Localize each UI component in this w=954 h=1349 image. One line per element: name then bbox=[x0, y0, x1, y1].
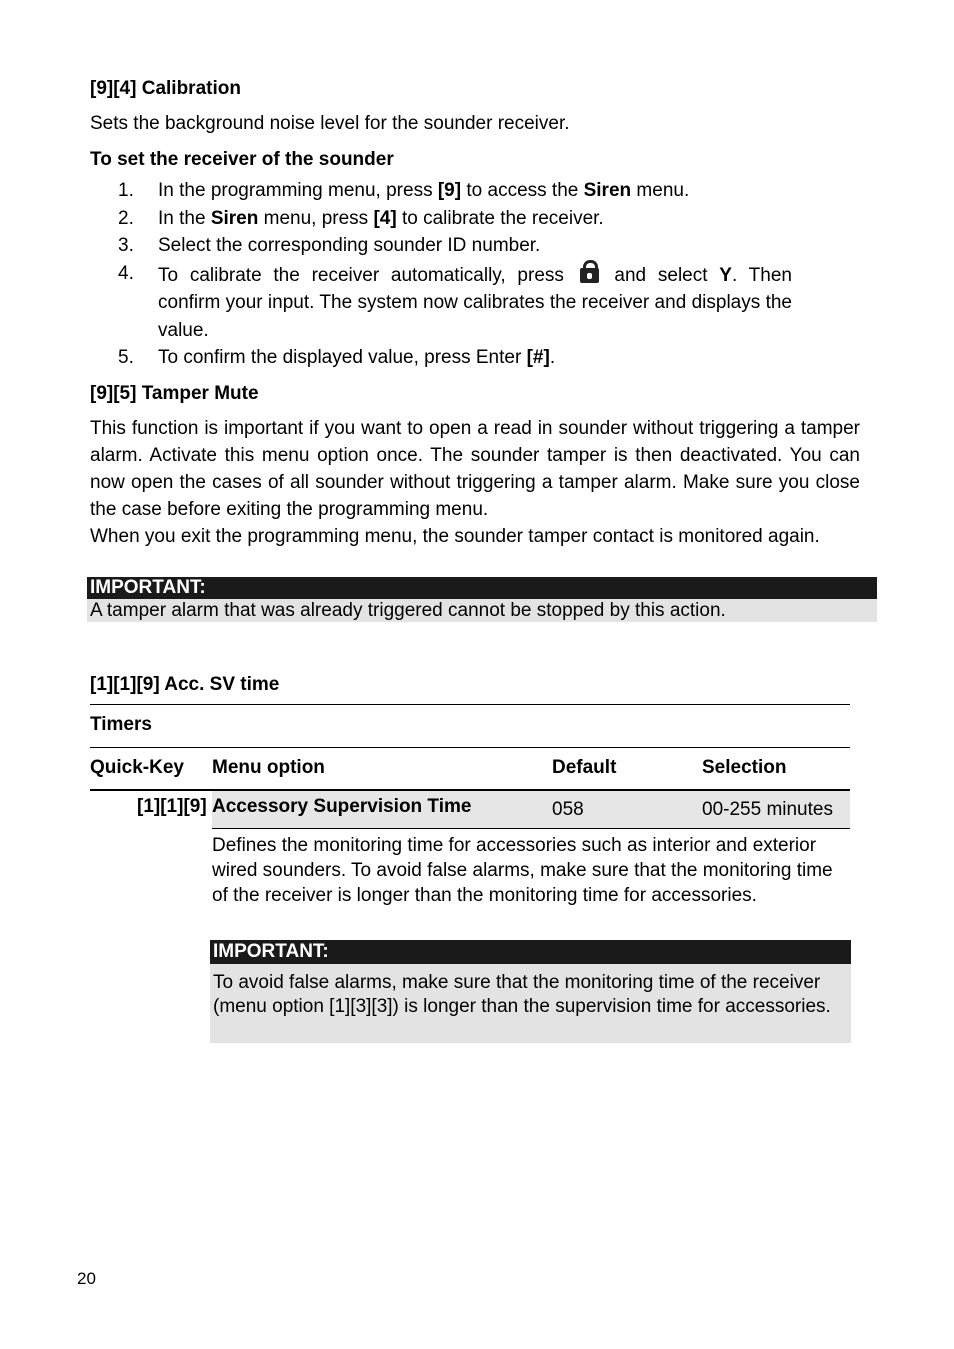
important-text-acc: To avoid false alarms, make sure that the monitoring time of the receiver (menu option [1][3][3]) is longer than the supervision time for accessories. bbox=[210, 964, 851, 1043]
important-label-acc: IMPORTANT: bbox=[210, 940, 851, 964]
important-label-tamper: IMPORTANT: bbox=[87, 577, 877, 599]
lock-icon bbox=[579, 260, 600, 283]
section-heading-calibration: [9][4] Calibration bbox=[90, 78, 241, 99]
default-value: 058 bbox=[552, 799, 584, 820]
step-1: 1. In the programming menu, press [9] to access the Siren menu. bbox=[118, 180, 690, 201]
column-header-menu-option: Menu option bbox=[212, 757, 325, 778]
step-5: 5. To confirm the displayed value, press Enter [#]. bbox=[118, 347, 556, 368]
calibration-intro: Sets the background noise level for the sounder receiver. bbox=[90, 113, 570, 134]
divider bbox=[212, 828, 850, 829]
divider bbox=[90, 704, 850, 705]
calibration-subheading: To set the receiver of the sounder bbox=[90, 149, 394, 170]
page-number: 20 bbox=[77, 1269, 96, 1288]
divider bbox=[90, 747, 850, 748]
group-title-timers: Timers bbox=[90, 714, 152, 735]
section-heading-acc-sv-time: [1][1][9] Acc. SV time bbox=[90, 674, 280, 695]
tamper-mute-para2: When you exit the programming menu, the sounder tamper contact is monitored again. bbox=[90, 526, 820, 547]
column-header-default: Default bbox=[552, 757, 617, 778]
tamper-mute-para1: This function is important if you want to open a read in sounder without triggering a tamper alarm. Activate this menu option once. The sounder tamper is then deactivated. You can now open the cases of all sounder without triggering a tamper alarm. Make sure you close the case before exiting the programming menu. bbox=[90, 418, 860, 520]
step-2: 2. In the Siren menu, press [4] to calibrate the receiver. bbox=[118, 207, 604, 229]
acc-sv-description: Defines the monitoring time for accessories such as interior and exterior wired sounders. To avoid false alarms, make sure that the monitoring time of the receiver is longer than the monitoring time for accessories. bbox=[212, 835, 833, 906]
calibration-steps bbox=[90, 177, 792, 372]
step-3: 3. Select the corresponding sounder ID number. bbox=[118, 235, 541, 256]
important-text-tamper: A tamper alarm that was already triggered cannot be stopped by this action. bbox=[87, 599, 877, 622]
column-header-selection: Selection bbox=[702, 757, 787, 778]
step-4: 4. To calibrate the receiver automatically, press and select Y. Then confirm your input. The system now calibrates the receiver and displays the value. bbox=[90, 260, 792, 345]
column-header-quick-key: Quick-Key bbox=[90, 757, 184, 778]
selection-value: 00-255 minutes bbox=[702, 799, 833, 820]
menu-option-value: Accessory Supervision Time bbox=[212, 796, 472, 817]
quick-key-value: [1][1][9] bbox=[137, 796, 207, 817]
section-heading-tamper-mute: [9][5] Tamper Mute bbox=[90, 383, 259, 404]
